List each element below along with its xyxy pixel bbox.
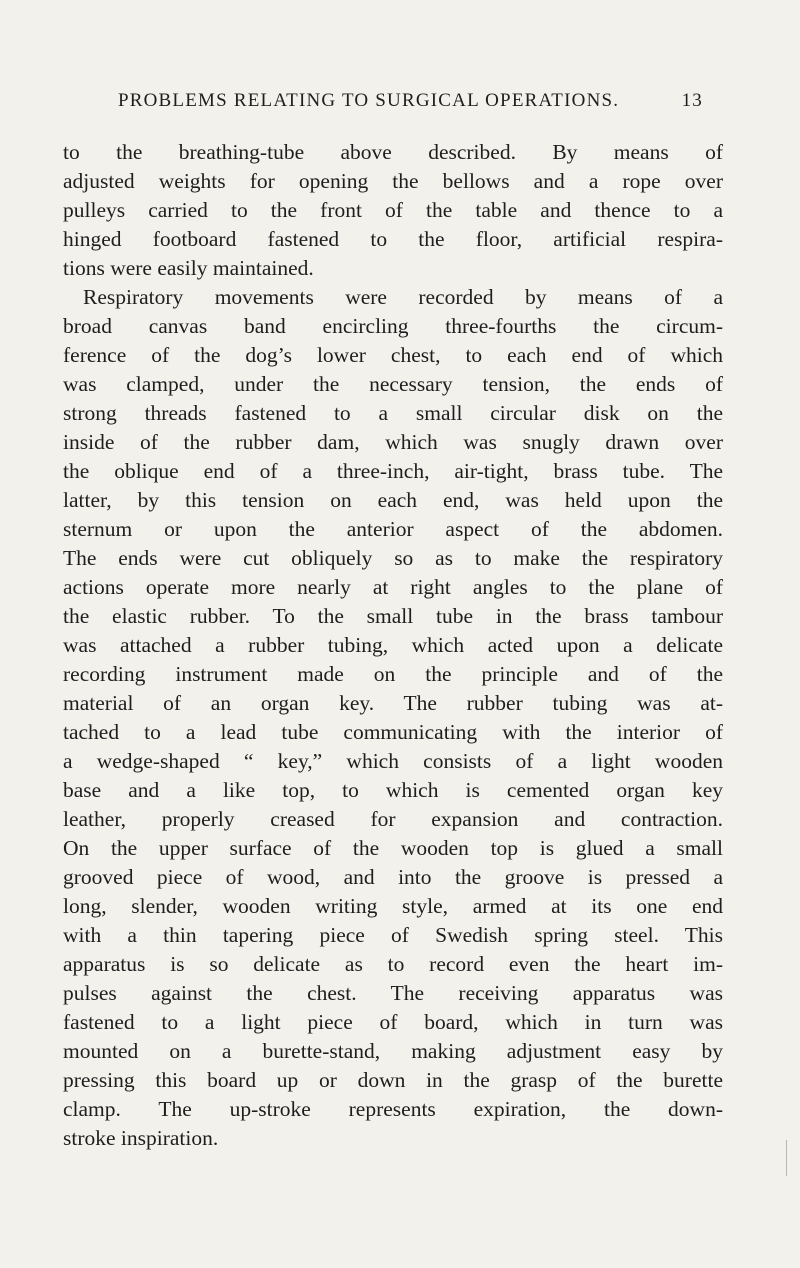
text-line: to the breathing-tube above described. By means of xyxy=(63,140,723,164)
text-line: The ends were cut obliquely so as to make the respiratory xyxy=(63,546,723,570)
text-line: leather, properly creased for expansion and contraction. xyxy=(63,807,723,831)
text-line: sternum or upon the anterior aspect of the abdomen. xyxy=(63,517,723,541)
text-line: the oblique end of a three-inch, air-tight, brass tube. The xyxy=(63,459,723,483)
text-line: clamp. The up-stroke represents expiration, the down- xyxy=(63,1097,723,1121)
page-header xyxy=(118,90,703,122)
text-line: mounted on a burette-stand, making adjustment easy by xyxy=(63,1039,723,1063)
text-line: long, slender, wooden writing style, armed at its one end xyxy=(63,894,723,918)
page-number: 13 xyxy=(681,90,703,111)
text-line: pressing this board up or down in the grasp of the burette xyxy=(63,1068,723,1092)
text-line: pulses against the chest. The receiving apparatus was xyxy=(63,981,723,1005)
text-line: latter, by this tension on each end, was held upon the xyxy=(63,488,723,512)
text-line: recording instrument made on the principle and of the xyxy=(63,662,723,686)
text-line: apparatus is so delicate as to record even the heart im- xyxy=(63,952,723,976)
text-line: tached to a lead tube communicating with the interior of xyxy=(63,720,723,744)
text-line: tions were easily maintained. xyxy=(63,256,314,280)
text-line: pulleys carried to the front of the table and thence to a xyxy=(63,198,723,222)
text-line: Respiratory movements were recorded by means of a xyxy=(83,285,723,309)
text-line: ference of the dog’s lower chest, to each end of which xyxy=(63,343,723,367)
text-line: hinged footboard fastened to the floor, artificial respira- xyxy=(63,227,723,251)
text-line: with a thin tapering piece of Swedish spring steel. This xyxy=(63,923,723,947)
text-line: On the upper surface of the wooden top is glued a small xyxy=(63,836,723,860)
text-line: was attached a rubber tubing, which acted upon a delicate xyxy=(63,633,723,657)
text-line: strong threads fastened to a small circular disk on the xyxy=(63,401,723,425)
margin-mark xyxy=(786,1140,790,1176)
text-line: material of an organ key. The rubber tubing was at- xyxy=(63,691,723,715)
text-line: broad canvas band encircling three-fourths the circum- xyxy=(63,314,723,338)
text-line: a wedge-shaped “ key,” which consists of a light wooden xyxy=(63,749,723,773)
running-head: PROBLEMS RELATING TO SURGICAL OPERATIONS. xyxy=(118,90,620,111)
text-line: stroke inspiration. xyxy=(63,1126,219,1150)
text-line: grooved piece of wood, and into the groove is pressed a xyxy=(63,865,723,889)
text-line: base and a like top, to which is cemented organ key xyxy=(63,778,723,802)
body-text xyxy=(63,138,723,1153)
text-line: inside of the rubber dam, which was snugly drawn over xyxy=(63,430,723,454)
text-line: was clamped, under the necessary tension, the ends of xyxy=(63,372,723,396)
text-line: actions operate more nearly at right angles to the plane of xyxy=(63,575,723,599)
text-line: the elastic rubber. To the small tube in the brass tambour xyxy=(63,604,723,628)
text-line: fastened to a light piece of board, which in turn was xyxy=(63,1010,723,1034)
text-line: adjusted weights for opening the bellows and a rope over xyxy=(63,169,723,193)
